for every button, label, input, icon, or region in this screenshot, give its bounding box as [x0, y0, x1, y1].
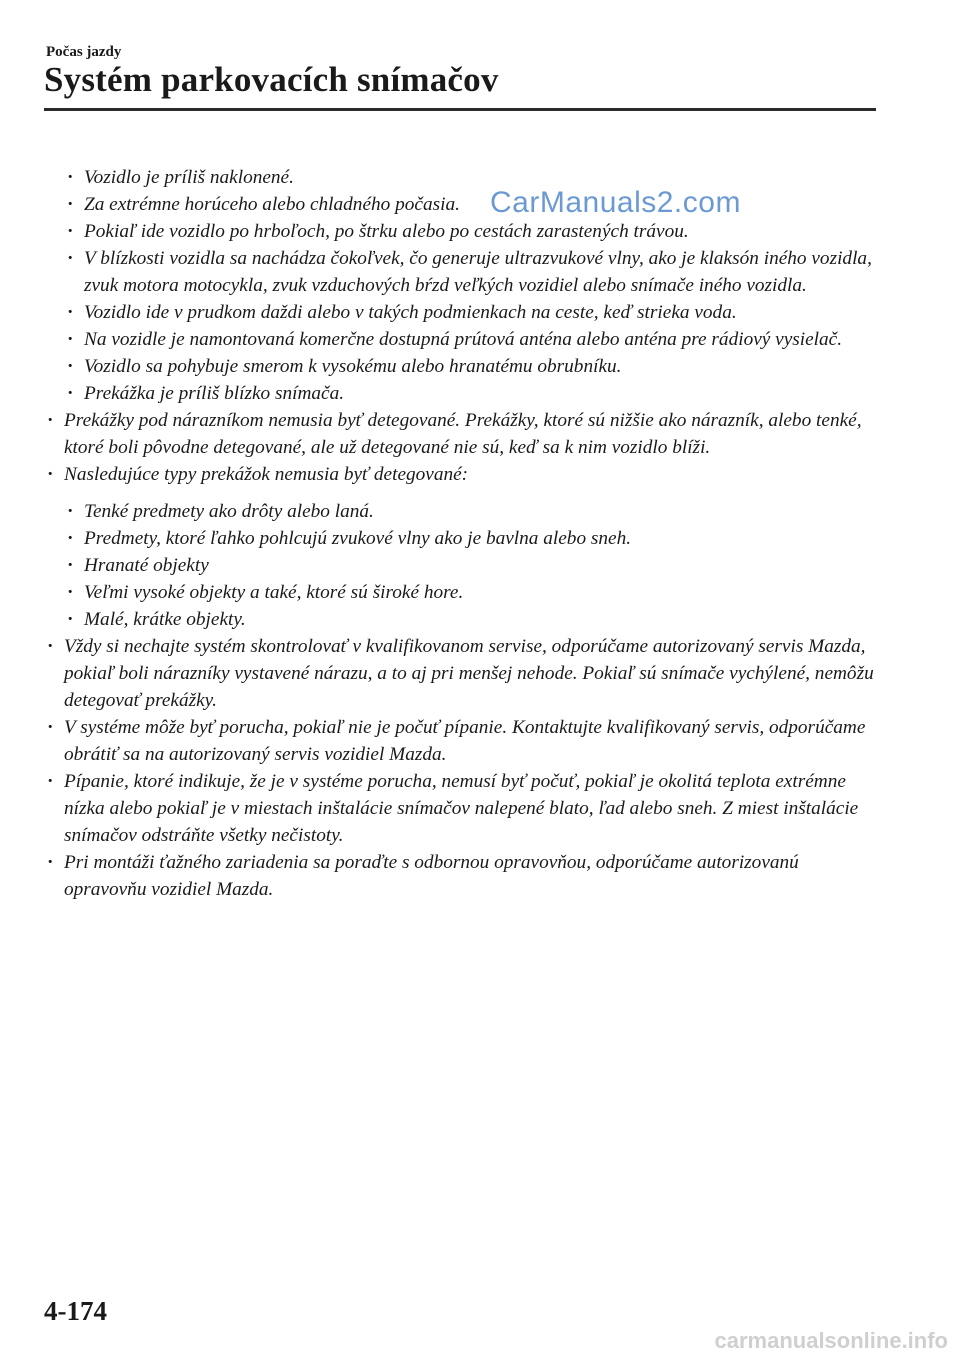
list-item: · Nasledujúce typy prekážok nemusia byť detegované: [46, 461, 876, 488]
list-item: · Vozidlo je príliš naklonené. [66, 164, 876, 191]
list-item: · Veľmi vysoké objekty a také, ktoré sú široké hore. [66, 579, 876, 606]
list-item: · Tenké predmety ako drôty alebo laná. [66, 498, 876, 525]
header-rule [44, 108, 876, 111]
list-item: · Vždy si nechajte systém skontrolovať v kvalifikovanom servise, odporúčame autorizovaný servis Mazda, pokiaľ boli nárazníky vystavené nárazu, a to aj pri menšej nehode. Pokiaľ sú snímače vychýlené, nemôžu detegovať prekážky. [46, 633, 876, 714]
list-item: · Hranaté objekty [66, 552, 876, 579]
sub-list-conditions [66, 164, 876, 407]
list-item: · Malé, krátke objekty. [66, 606, 876, 633]
list-item: · Pokiaľ ide vozidlo po hrboľoch, po štrku alebo po cestách zarastených trávou. [66, 218, 876, 245]
list-item: · Prekážky pod nárazníkom nemusia byť detegované. Prekážky, ktoré sú nižšie ako nárazník, alebo tenké, ktoré boli pôvodne detegované, ale už detegované nie sú, keď sa k nim vozidlo blíži. [46, 407, 876, 461]
list-item: · V systéme môže byť porucha, pokiaľ nie je počuť pípanie. Kontaktujte kvalifikovaný servis, odporúčame obrátiť sa na autorizovaný servis vozidiel Mazda. [46, 714, 876, 768]
list-item: · Za extrémne horúceho alebo chladného počasia. [66, 191, 876, 218]
list-item: · Na vozidle je namontovaná komerčne dostupná prútová anténa alebo anténa pre rádiový vysielač. [66, 326, 876, 353]
list-item: · Predmety, ktoré ľahko pohlcujú zvukové vlny ako je bavlna alebo sneh. [66, 525, 876, 552]
section-label: Počas jazdy [46, 44, 122, 60]
list-item: · Pri montáži ťažného zariadenia sa poraďte s odbornou opravovňou, odporúčame autorizovanú opravovňu vozidiel Mazda. [46, 849, 876, 903]
document-body [46, 164, 876, 903]
list-item: · V blízkosti vozidla sa nachádza čokoľvek, čo generuje ultrazvukové vlny, ako je klaksón iného vozidla, zvuk motora motocykla, zvuk vzduchových bŕzd veľkých vozidiel alebo snímače iného vozidla. [66, 245, 876, 299]
list-item: · Prekážka je príliš blízko snímača. [66, 380, 876, 407]
watermark-top: CarManuals2.com [490, 186, 741, 219]
page-number: 4-174 [44, 1296, 107, 1326]
footer-watermark: carmanualsonline.info [714, 1328, 948, 1353]
sub-list-obstacles [66, 498, 876, 633]
list-item: · Vozidlo sa pohybuje smerom k vysokému alebo hranatému obrubníku. [66, 353, 876, 380]
list-item: · Vozidlo ide v prudkom daždi alebo v takých podmienkach na ceste, keď strieka voda. [66, 299, 876, 326]
page-title: Systém parkovacích snímačov [44, 60, 499, 99]
list-item: · Pípanie, ktoré indikuje, že je v systéme porucha, nemusí byť počuť, pokiaľ je okolitá teplota extrémne nízka alebo pokiaľ je v miestach inštalácie snímačov nalepené blato, ľad alebo sneh. Z miest inštalácie snímačov odstráňte všetky nečistoty. [46, 768, 876, 849]
